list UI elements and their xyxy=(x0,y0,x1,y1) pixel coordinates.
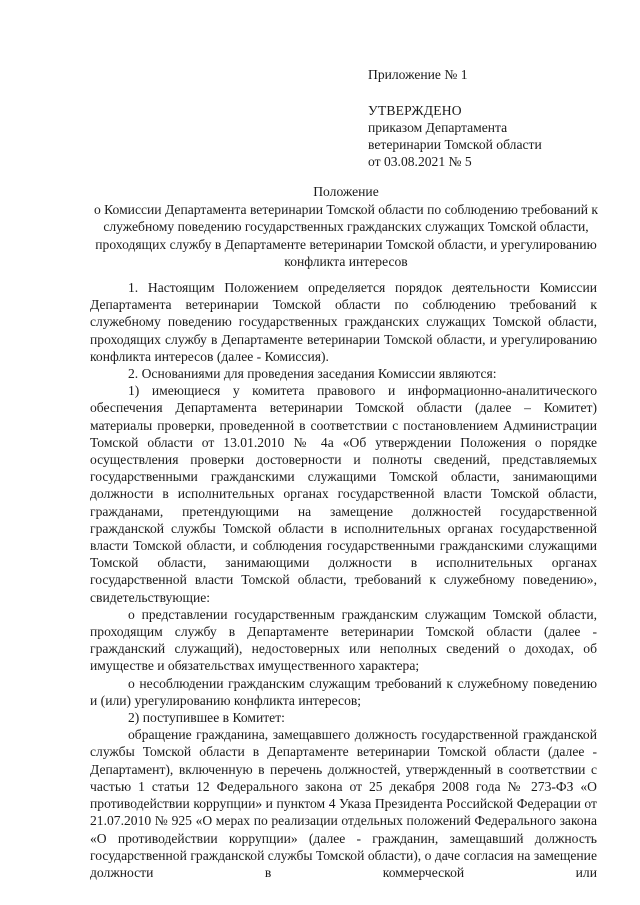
approval-stamp xyxy=(368,66,618,170)
paragraph-1: 1. Настоящим Положением определяется порядок деятельности Комиссии Департамента ветеринарии Томской области по соблюдению требований к служебному поведению государственных гражданских служащих Томской области, проходящих службу в Департаменте ветеринарии Томской области, и урегулированию конфликта интересов (далее - Комиссия). xyxy=(90,280,597,364)
title-heading: Положение xyxy=(313,184,379,199)
approval-order-line: приказом Департамента xyxy=(368,120,508,135)
paragraph-2-1-b: о несоблюдении гражданским служащим требований к служебному поведению и (или) урегулированию конфликта интересов; xyxy=(90,675,597,708)
approval-date-line: от 03.08.2021 № 5 xyxy=(368,154,472,169)
approved-label: УТВЕРЖДЕНО xyxy=(368,103,462,118)
paragraph-2-2-a: обращение гражданина, замещавшего должность государственной гражданской службы Томской области в Департаменте ветеринарии Томской области (далее - Департамент), включенную в перечень должностей, утвержденный в соответствии с частью 1 статьи 12 Федерального закона от 25 декабря 2008 года № 273-ФЗ «О противодействии коррупции» и пунктом 4 Указа Президента Российской Федерации от 21.07.2010 № 925 «О мерах по реализации отдельных положений Федерального закона «О противодействии коррупции» (далее - гражданин, замещавший должность государственной гражданской службы Томской области), о даче согласия на замещение должности в коммерческой или xyxy=(90,727,597,880)
paragraph-2-2: 2) поступившее в Комитет: xyxy=(128,710,285,726)
document-body xyxy=(90,279,597,881)
paragraph-2-1-a: о представлении государственным гражданским служащим Томской области, проходящим службу в Департаменте ветеринарии Томской области (далее - гражданский служащий), недостоверных или неполных сведений о доходах, об имуществе и обязательствах имущественного характера; xyxy=(90,606,597,674)
document-title xyxy=(90,183,602,271)
approval-department-line: ветеринарии Томской области xyxy=(368,137,542,152)
title-subtitle: о Комиссии Департамента ветеринарии Томской области по соблюдению требований к служебному поведению государственных гражданских служащих Томской области, проходящих службу в Департаменте ветеринарии Томской области, и урегулированию конфликта интересов xyxy=(93,201,599,269)
appendix-label: Приложение № 1 xyxy=(368,67,468,82)
paragraph-2-1: 1) имеющиеся у комитета правового и информационно-аналитического обеспечения Департамента ветеринарии Томской области (далее – Комитет) материалы проверки, проведенной в соответствии с постановлением Администрации Томской области от 13.01.2010 № 4а «Об утверждении Положения о порядке осуществления проверки достоверности и полноты сведений, представляемых государственными гражданскими служащими Томской области, занимающими должности в исполнительных органах государственной власти Томской области, гражданами, претендующими на замещение должностей государственной гражданской службы Томской области в исполнительных органах государственной власти Томской области, и соблюдения государственными гражданскими служащими Томской области, занимающими должности в исполнительных органах государственной власти Томской области, требований к служебному поведению», свидетельствующие: xyxy=(90,383,597,605)
paragraph-2: 2. Основаниями для проведения заседания Комиссии являются: xyxy=(128,366,497,382)
